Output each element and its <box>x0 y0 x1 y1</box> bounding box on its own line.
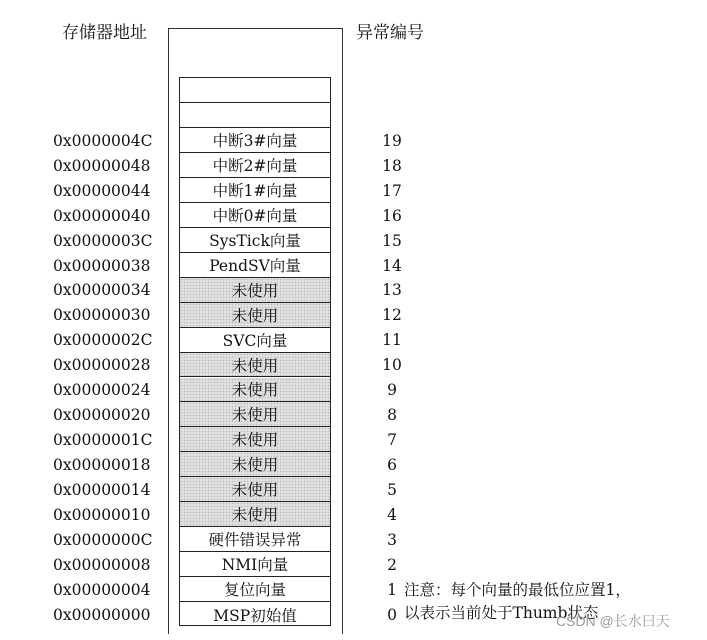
memory-address: 0x00000028 <box>53 356 151 375</box>
memory-address: 0x00000040 <box>53 206 151 225</box>
memory-address: 0x00000018 <box>53 456 151 475</box>
memory-address: 0x0000002C <box>53 331 153 350</box>
memory-address: 0x0000000C <box>53 530 153 549</box>
memory-address: 0x00000004 <box>53 580 151 599</box>
memory-address: 0x0000004C <box>53 131 153 150</box>
note-line-2: 以表示当前处于Thumb状态 <box>404 604 599 622</box>
vector-slot-label: 未使用 <box>231 281 279 300</box>
exception-number: 13 <box>382 281 402 300</box>
vector-slot-label: 未使用 <box>231 506 279 525</box>
vector-slot-unused <box>180 303 330 328</box>
memory-address: 0x00000024 <box>53 381 151 400</box>
vector-slot-label: 中断2#向量 <box>212 156 298 175</box>
vector-slot-label: 未使用 <box>231 406 279 425</box>
vector-slot-label: PendSV向量 <box>209 256 301 275</box>
exception-number: 4 <box>387 506 397 525</box>
vector-slot-unused <box>180 402 330 427</box>
vector-slot <box>180 153 330 178</box>
vector-slot <box>180 328 330 353</box>
memory-address: 0x0000001C <box>53 431 153 450</box>
vector-slot-unused <box>180 477 330 502</box>
watermark: CSDN @长水曰天 <box>556 613 670 629</box>
vector-slot-label: 未使用 <box>231 481 279 500</box>
vector-slot <box>180 228 330 253</box>
vector-slot-label: 未使用 <box>231 356 279 375</box>
vector-slot-unused <box>180 452 330 477</box>
exception-number: 6 <box>387 456 397 475</box>
vector-slot <box>180 178 330 203</box>
exception-number: 3 <box>387 530 397 549</box>
memory-address: 0x00000010 <box>53 506 151 525</box>
exception-number: 10 <box>382 356 402 375</box>
vector-slot-unused <box>180 502 330 527</box>
note-line-1: 注意：每个向量的最低位应置1， <box>404 581 631 599</box>
vector-slot-label: SVC向量 <box>222 331 288 350</box>
exception-number: 16 <box>382 206 402 225</box>
vector-slot-unused <box>180 378 330 403</box>
vector-slot-label: 复位向量 <box>223 581 286 600</box>
vector-slot-label: 未使用 <box>231 381 279 400</box>
memory-address: 0x00000034 <box>53 281 151 300</box>
vector-slot-label: MSP初始值 <box>213 606 297 625</box>
vector-table-empty-slot <box>180 103 330 128</box>
exception-number: 11 <box>382 331 402 350</box>
vector-slot-label: 未使用 <box>231 306 279 325</box>
exception-number-column-header: 异常编号 <box>356 23 424 43</box>
vector-slot-label: 未使用 <box>231 431 279 450</box>
memory-address: 0x00000020 <box>53 406 151 425</box>
exception-number: 0 <box>387 605 397 624</box>
exception-number: 9 <box>387 381 397 400</box>
memory-address: 0x00000030 <box>53 306 151 325</box>
memory-address: 0x00000044 <box>53 181 151 200</box>
exception-number: 8 <box>387 406 397 425</box>
vector-slot-label: SysTick向量 <box>209 231 301 250</box>
vector-table <box>179 77 331 626</box>
vector-slot-label: 中断0#向量 <box>212 206 298 225</box>
vector-slot-unused <box>180 278 330 303</box>
vector-slot-label: NMI向量 <box>221 556 289 575</box>
vector-slot-unused <box>180 427 330 452</box>
vector-slot <box>180 527 330 552</box>
vector-slot <box>180 552 330 577</box>
vector-slot <box>180 253 330 278</box>
vector-slot <box>180 602 330 627</box>
vector-slot-label: 未使用 <box>231 456 279 475</box>
vector-slot-label: 中断3#向量 <box>212 131 298 150</box>
exception-number: 19 <box>382 131 402 150</box>
memory-address: 0x00000048 <box>53 156 151 175</box>
exception-number: 14 <box>382 256 402 275</box>
memory-address: 0x00000000 <box>53 605 151 624</box>
exception-number: 1 <box>387 580 397 599</box>
vector-slot <box>180 577 330 602</box>
address-column-header: 存储器地址 <box>62 23 147 43</box>
vector-slot <box>180 203 330 228</box>
memory-address: 0x00000008 <box>53 555 151 574</box>
memory-address: 0x00000014 <box>53 481 151 500</box>
memory-address: 0x0000003C <box>53 231 153 250</box>
vector-table-empty-slot <box>180 78 330 103</box>
exception-number: 7 <box>387 431 397 450</box>
exception-number: 15 <box>382 231 402 250</box>
exception-number: 2 <box>387 555 397 574</box>
vector-slot-unused <box>180 353 330 378</box>
exception-number: 5 <box>387 481 397 500</box>
exception-number: 17 <box>382 181 402 200</box>
exception-number: 18 <box>382 156 402 175</box>
memory-address: 0x00000038 <box>53 256 151 275</box>
vector-slot <box>180 128 330 153</box>
vector-slot-label: 中断1#向量 <box>212 181 298 200</box>
vector-slot-label: 硬件错误异常 <box>208 531 302 550</box>
exception-number: 12 <box>382 306 402 325</box>
